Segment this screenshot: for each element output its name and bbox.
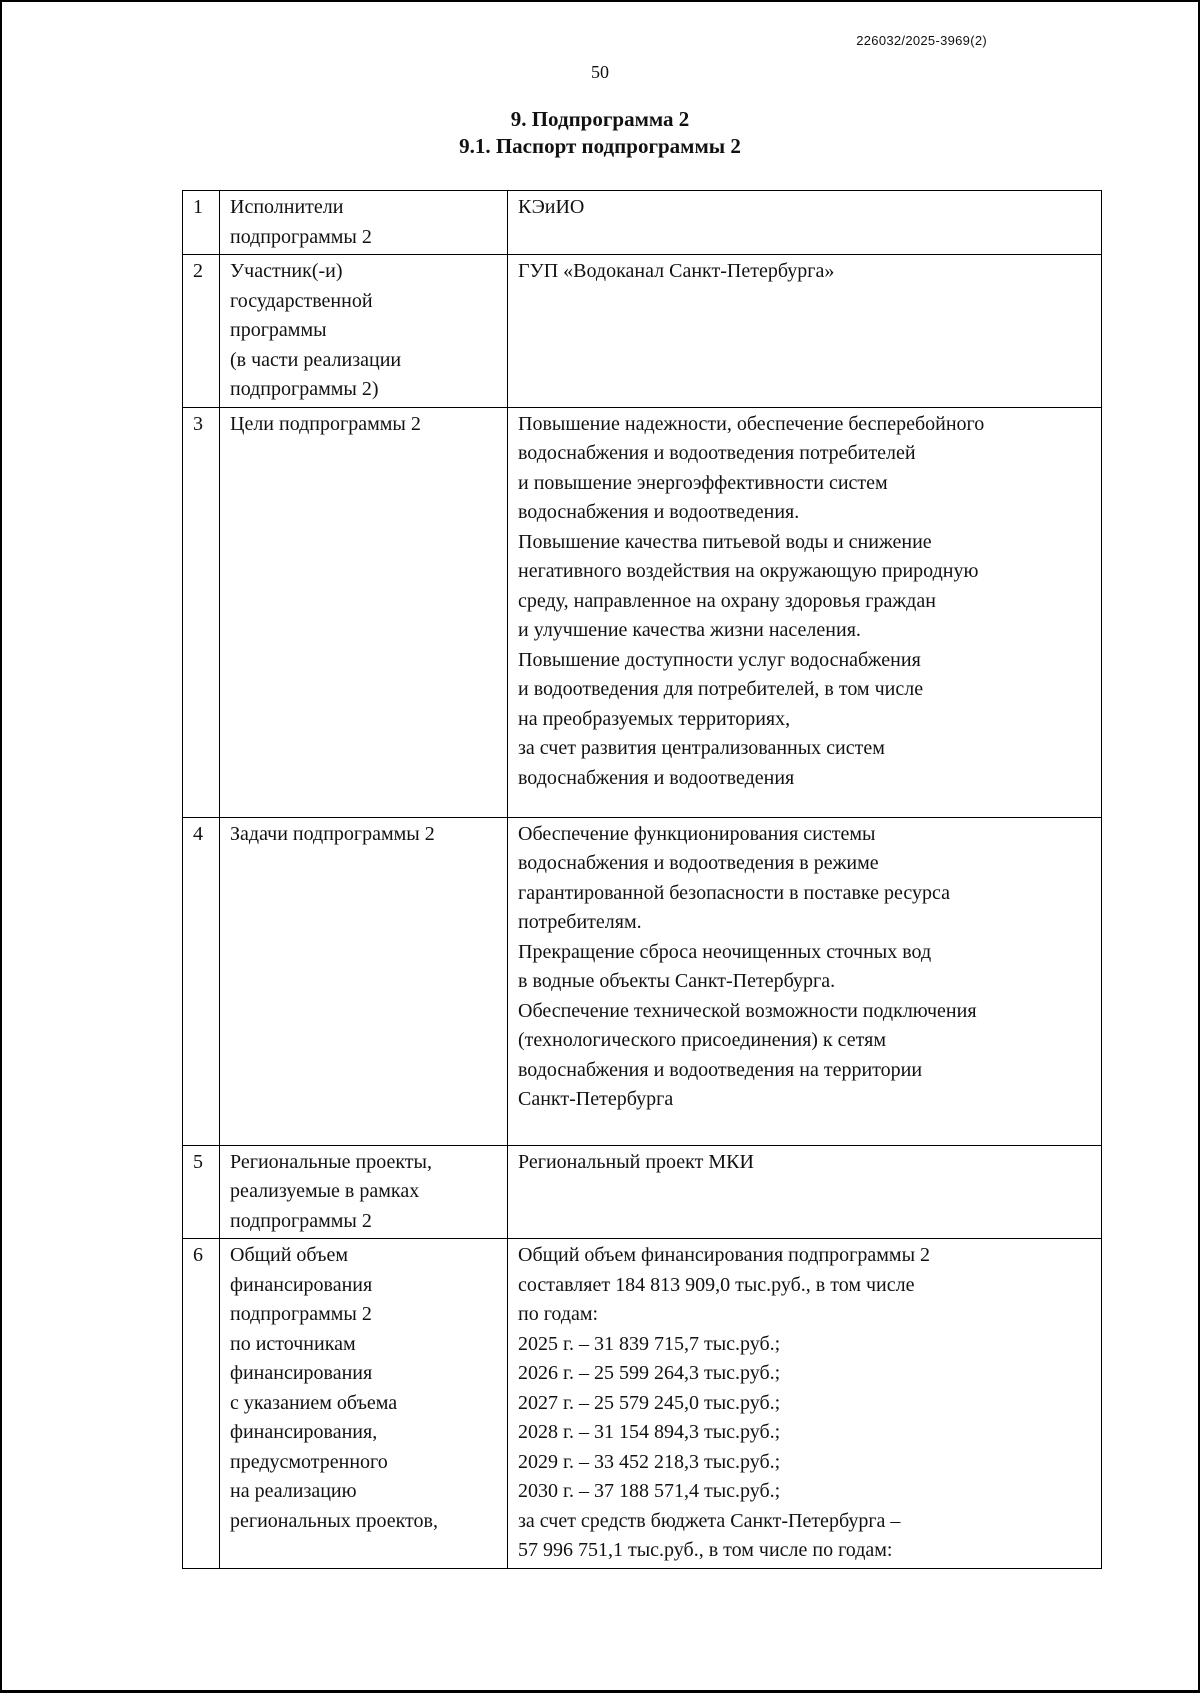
label-line: региональных проектов, bbox=[230, 1509, 438, 1532]
row-number: 1 bbox=[183, 191, 220, 255]
content-line: в водные объекты Санкт-Петербурга. bbox=[518, 970, 836, 992]
content-line: потребителям. bbox=[518, 911, 642, 933]
label-line: предусмотренного bbox=[230, 1450, 388, 1473]
content-line: Повышение доступности услуг водоснабжения bbox=[518, 648, 921, 671]
subprogram-passport-table bbox=[182, 190, 1102, 1569]
content-line: ГУП «Водоканал Санкт-Петербурга» bbox=[518, 260, 835, 282]
content-line: Санкт-Петербурга bbox=[518, 1088, 674, 1110]
table-row bbox=[183, 1145, 1102, 1239]
content-line: Общий объем финансирования подпрограммы 2 bbox=[518, 1244, 931, 1266]
document-id: 226032/2025-3969(2) bbox=[856, 33, 987, 48]
label-line: Задачи подпрограммы 2 bbox=[230, 822, 435, 845]
label-line: государственной bbox=[230, 289, 373, 312]
row-label bbox=[220, 817, 508, 1145]
content-line: водоснабжения и водоотведения. bbox=[518, 501, 800, 523]
content-line: 2028 г. – 31 154 894,3 тыс.руб.; bbox=[518, 1421, 781, 1443]
label-line: подпрограммы 2 bbox=[230, 1209, 372, 1232]
content-line: водоснабжения и водоотведения в режиме bbox=[518, 852, 879, 874]
content-line: и водоотведения для потребителей, в том числе bbox=[518, 678, 924, 700]
row-label bbox=[220, 1145, 508, 1239]
row-label bbox=[220, 1239, 508, 1569]
content-line: за счет средств бюджета Санкт-Петербурга – bbox=[518, 1509, 901, 1532]
content-line: Повышение качества питьевой воды и снижение bbox=[518, 530, 932, 553]
label-line: программы bbox=[230, 319, 327, 341]
row-number: 5 bbox=[183, 1145, 220, 1239]
content-line: (технологического присоединения) к сетям bbox=[518, 1029, 886, 1051]
label-line: подпрограммы 2 bbox=[230, 225, 372, 248]
label-line: (в части реализации bbox=[230, 348, 402, 371]
content-line: Повышение надежности, обеспечение бесперебойного bbox=[518, 412, 985, 435]
content-line: за счет развития централизованных систем bbox=[518, 737, 885, 759]
content-line: на преобразуемых территориях, bbox=[518, 707, 791, 730]
content-line: Обеспечение функционирования системы bbox=[518, 822, 876, 845]
content-line: водоснабжения и водоотведения на территории bbox=[518, 1058, 923, 1081]
content-line: среду, направленное на охрану здоровья граждан bbox=[518, 589, 936, 612]
passport-table-body bbox=[183, 191, 1102, 1569]
row-content bbox=[508, 255, 1102, 408]
label-line: финансирования bbox=[230, 1273, 373, 1296]
table-row bbox=[183, 1239, 1102, 1569]
content-line: водоснабжения и водоотведения потребителей bbox=[518, 442, 916, 464]
content-line: 2029 г. – 33 452 218,3 тыс.руб.; bbox=[518, 1450, 781, 1473]
content-line: КЭиИО bbox=[518, 196, 585, 218]
label-line: Участник(-и) bbox=[230, 260, 343, 282]
label-line: финансирования bbox=[230, 1362, 373, 1384]
row-content bbox=[508, 1239, 1102, 1569]
content-line: 2027 г. – 25 579 245,0 тыс.руб.; bbox=[518, 1391, 781, 1414]
table-row bbox=[183, 191, 1102, 255]
content-line: Обеспечение технической возможности подключения bbox=[518, 999, 977, 1022]
label-line: Региональные проекты, bbox=[230, 1150, 432, 1173]
label-line: с указанием объема bbox=[230, 1391, 398, 1414]
label-line: Исполнители bbox=[230, 196, 344, 218]
row-number: 4 bbox=[183, 817, 220, 1145]
label-line: подпрограммы 2 bbox=[230, 1303, 372, 1325]
row-label bbox=[220, 191, 508, 255]
section-subtitle: 9.1. Паспорт подпрограммы 2 bbox=[459, 134, 741, 158]
row-label bbox=[220, 255, 508, 408]
content-line: составляет 184 813 909,0 тыс.руб., в том числе bbox=[518, 1273, 915, 1296]
label-line: на реализацию bbox=[230, 1480, 357, 1502]
content-line: 2030 г. – 37 188 571,4 тыс.руб.; bbox=[518, 1480, 781, 1502]
content-line: водоснабжения и водоотведения bbox=[518, 766, 795, 789]
content-line: гарантированной безопасности в поставке ресурса bbox=[518, 881, 950, 904]
row-label bbox=[220, 407, 508, 817]
content-line: 57 996 751,1 тыс.руб., в том числе по годам: bbox=[518, 1539, 893, 1561]
label-line: по источникам bbox=[230, 1332, 356, 1355]
content-line: негативного воздействия на окружающую природную bbox=[518, 560, 979, 582]
section-title: 9. Подпрограмма 2 bbox=[510, 107, 690, 131]
page-number: 50 bbox=[591, 62, 609, 82]
content-line: и повышение энергоэффективности систем bbox=[518, 471, 888, 494]
content-line: 2025 г. – 31 839 715,7 тыс.руб.; bbox=[518, 1332, 781, 1355]
row-content bbox=[508, 817, 1102, 1145]
label-line: Цели подпрограммы 2 bbox=[230, 412, 421, 435]
row-content bbox=[508, 407, 1102, 817]
row-number: 3 bbox=[183, 407, 220, 817]
table-row bbox=[183, 407, 1102, 817]
section-heading bbox=[0, 106, 1200, 160]
label-line: финансирования, bbox=[230, 1421, 378, 1443]
content-line: по годам: bbox=[518, 1303, 599, 1325]
content-line: Прекращение сброса неочищенных сточных вод bbox=[518, 940, 932, 963]
content-line: и улучшение качества жизни населения. bbox=[518, 619, 861, 641]
content-line: Региональный проект МКИ bbox=[518, 1150, 754, 1173]
label-line: реализуемые в рамках bbox=[230, 1180, 420, 1202]
row-content bbox=[508, 191, 1102, 255]
table-row bbox=[183, 255, 1102, 408]
row-content bbox=[508, 1145, 1102, 1239]
row-number: 6 bbox=[183, 1239, 220, 1569]
table-row bbox=[183, 817, 1102, 1145]
label-line: Общий объем bbox=[230, 1244, 348, 1266]
row-number: 2 bbox=[183, 255, 220, 408]
label-line: подпрограммы 2) bbox=[230, 378, 379, 400]
content-line: 2026 г. – 25 599 264,3 тыс.руб.; bbox=[518, 1362, 781, 1384]
